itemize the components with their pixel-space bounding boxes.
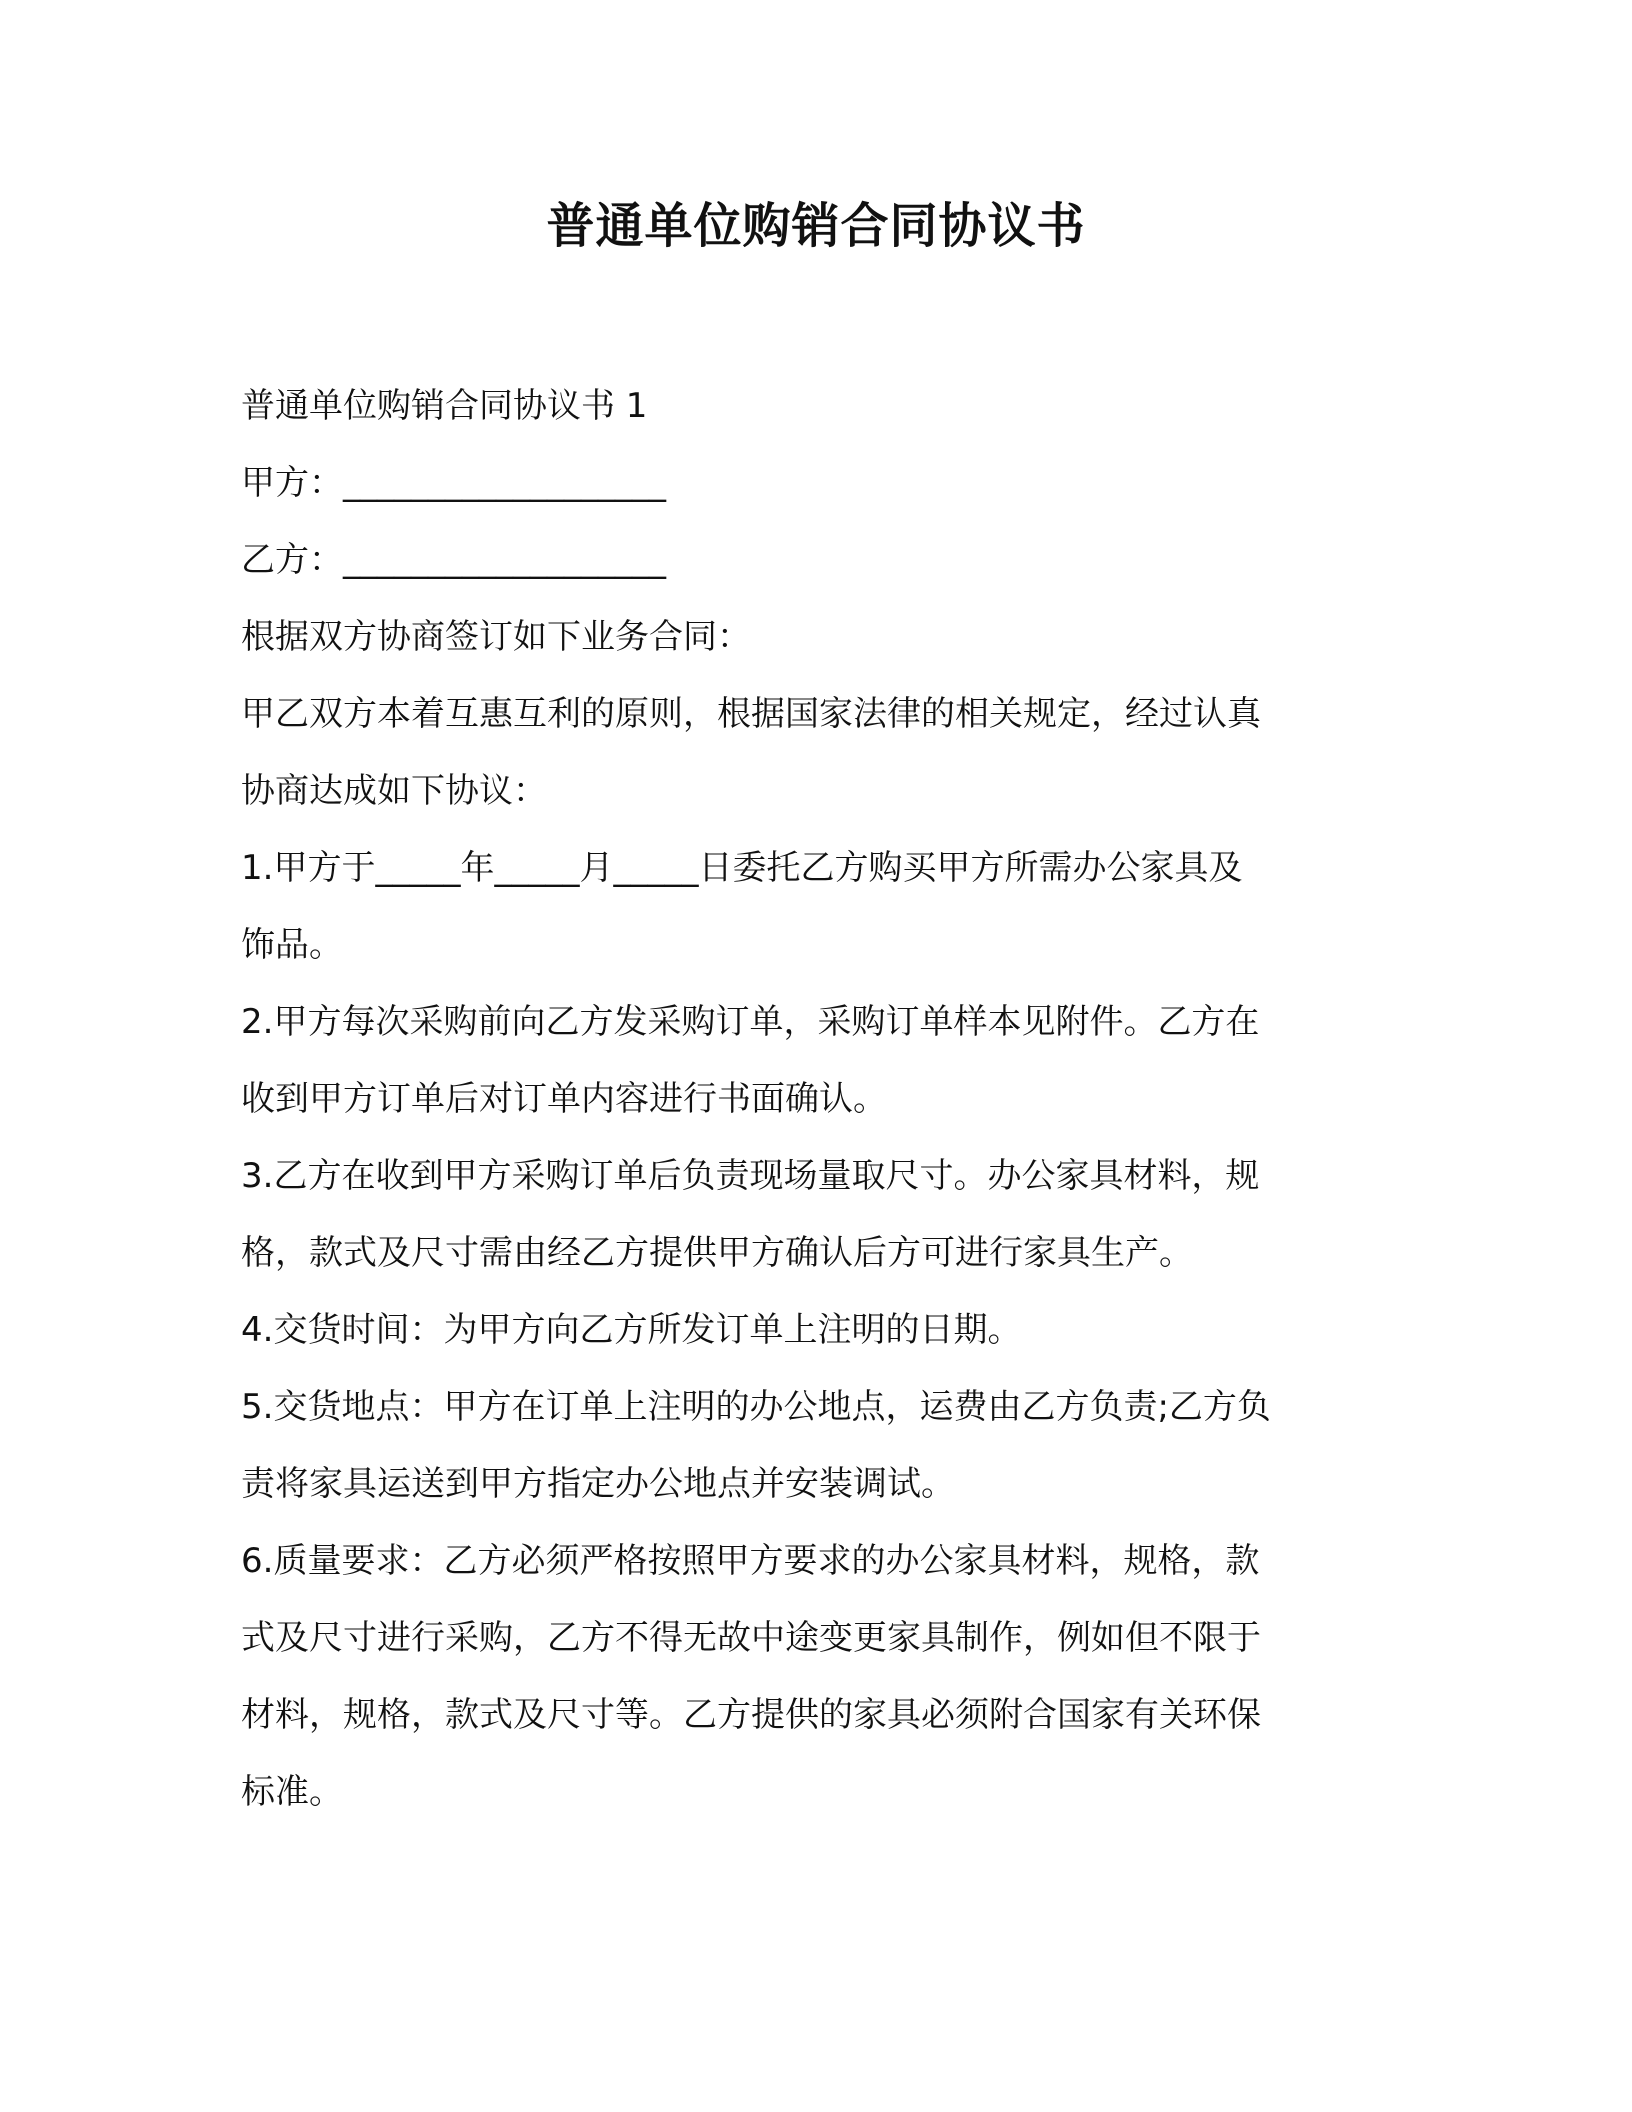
clause-4-line: 4.交货时间：为甲方向乙方所发订单上注明的日期。 — [241, 1310, 1022, 1350]
party-a-line: 甲方：___________________ — [241, 463, 666, 503]
clause-2-line: 2.甲方每次采购前向乙方发采购订单，采购订单样本见附件。乙方在 — [241, 1002, 1260, 1042]
clause-2-line: 收到甲方订单后对订单内容进行书面确认。 — [241, 1079, 887, 1119]
document-subtitle: 普通单位购销合同协议书 1 — [241, 386, 648, 426]
body-text-line: 根据双方协商签订如下业务合同： — [241, 617, 751, 657]
clause-3-line: 3.乙方在收到甲方采购订单后负责现场量取尺寸。办公家具材料，规 — [241, 1156, 1260, 1196]
body-text-line: 协商达成如下协议： — [241, 771, 547, 811]
clause-6-line: 6.质量要求：乙方必须严格按照甲方要求的办公家具材料，规格，款 — [241, 1541, 1260, 1581]
body-text-line: 甲乙双方本着互惠互利的原则，根据国家法律的相关规定，经过认真 — [241, 694, 1261, 734]
party-b-line: 乙方：___________________ — [241, 540, 666, 580]
clause-3-line: 格，款式及尺寸需由经乙方提供甲方确认后方可进行家具生产。 — [241, 1233, 1193, 1273]
clause-6-line: 标准。 — [241, 1772, 343, 1812]
clause-5-line: 责将家具运送到甲方指定办公地点并安装调试。 — [241, 1464, 955, 1504]
clause-1-line: 饰品。 — [241, 925, 343, 965]
document-body — [241, 368, 1381, 1831]
clause-6-line: 式及尺寸进行采购，乙方不得无故中途变更家具制作，例如但不限于 — [241, 1618, 1261, 1658]
clause-1-line: 1.甲方于_____年_____月_____日委托乙方购买甲方所需办公家具及 — [241, 848, 1243, 888]
clause-6-line: 材料，规格，款式及尺寸等。乙方提供的家具必须附合国家有关环保 — [241, 1695, 1261, 1735]
clause-5-line: 5.交货地点：甲方在订单上注明的办公地点，运费由乙方负责;乙方负 — [241, 1387, 1271, 1427]
document-title: 普通单位购销合同协议书 — [546, 198, 1086, 254]
